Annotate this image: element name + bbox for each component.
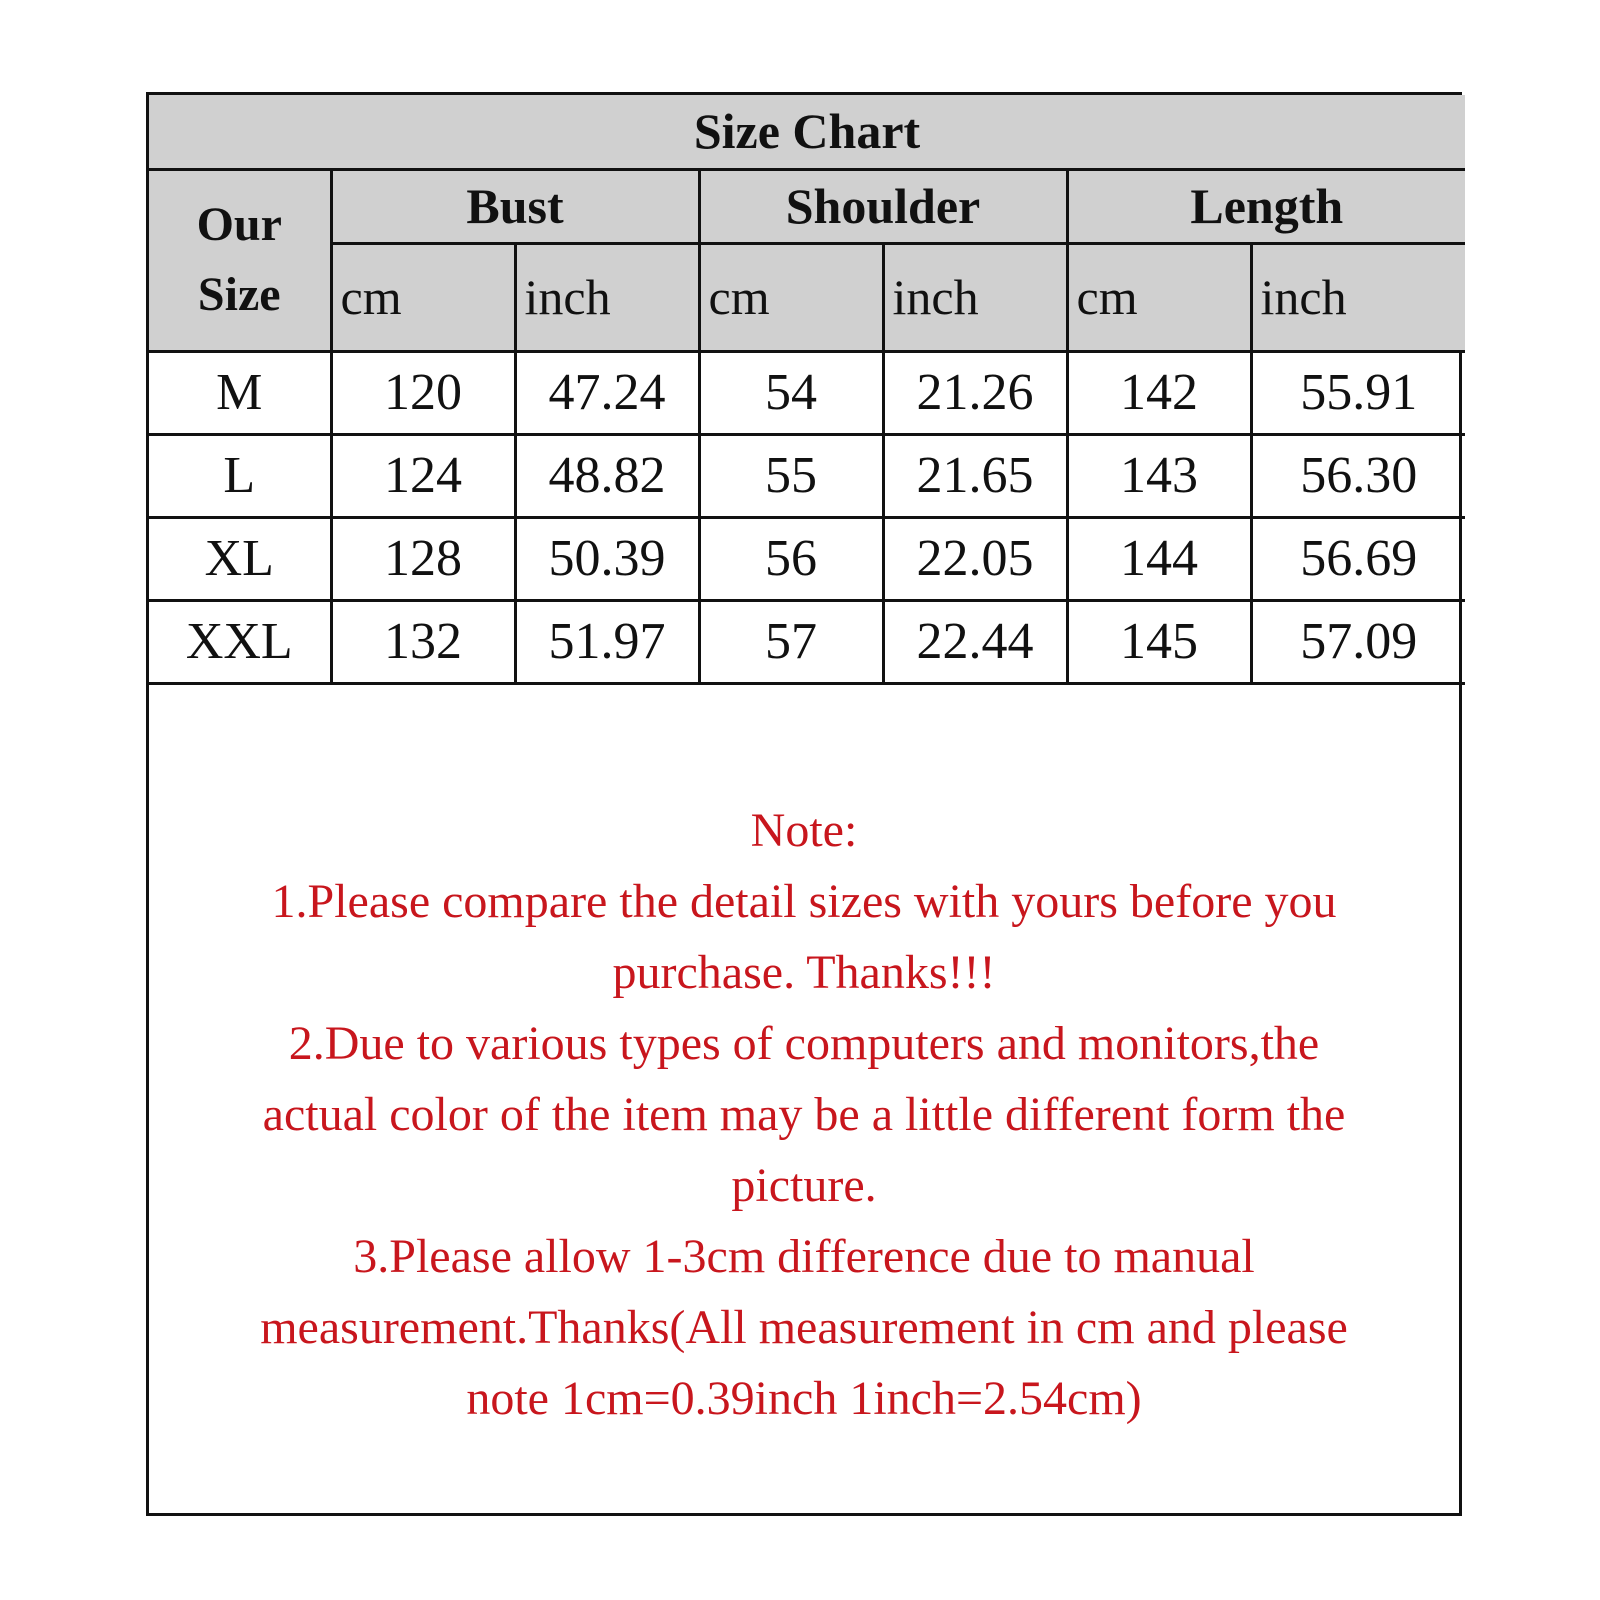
shoulder-cm-value: 56: [699, 517, 883, 600]
note-line: 3.Please allow 1-3cm difference due to manual: [353, 1230, 1255, 1283]
unit-length-cm: cm: [1067, 243, 1251, 351]
our-size-header: [149, 169, 331, 351]
bust-header: Bust: [331, 169, 699, 243]
table-row: [149, 434, 1465, 517]
size-chart-table: [149, 95, 1465, 685]
shoulder-inch-value: 22.44: [883, 600, 1067, 683]
unit-bust-inch: inch: [515, 243, 699, 351]
size-chart-sheet: [146, 92, 1462, 1516]
size-label: L: [149, 434, 331, 517]
table-row: [149, 351, 1465, 434]
bust-inch-value: 47.24: [515, 351, 699, 434]
size-chart-title: Size Chart: [149, 95, 1465, 169]
note-line: measurement.Thanks(All measurement in cm and please: [260, 1301, 1348, 1354]
unit-header-row: [149, 243, 1465, 351]
shoulder-cm-value: 57: [699, 600, 883, 683]
note-line: note 1cm=0.39inch 1inch=2.54cm): [466, 1372, 1142, 1425]
length-inch-value: 56.69: [1251, 517, 1465, 600]
note-line: purchase. Thanks!!!: [612, 946, 996, 999]
our-size-label-line2: Size: [197, 268, 281, 321]
bust-cm-value: 120: [331, 351, 515, 434]
group-header-row: [149, 169, 1465, 243]
shoulder-inch-value: 21.26: [883, 351, 1067, 434]
unit-shoulder-cm: cm: [699, 243, 883, 351]
unit-shoulder-inch: inch: [883, 243, 1067, 351]
shoulder-inch-value: 21.65: [883, 434, 1067, 517]
size-label: XL: [149, 517, 331, 600]
size-label: XXL: [149, 600, 331, 683]
table-row: [149, 600, 1465, 683]
table-row: [149, 517, 1465, 600]
note-line: actual color of the item may be a little different form the: [262, 1088, 1346, 1141]
bust-inch-value: 48.82: [515, 434, 699, 517]
note-line: 2.Due to various types of computers and monitors,the: [288, 1017, 1320, 1070]
unit-bust-cm: cm: [331, 243, 515, 351]
bust-cm-value: 128: [331, 517, 515, 600]
bust-inch-value: 51.97: [515, 600, 699, 683]
shoulder-cm-value: 55: [699, 434, 883, 517]
note-section: [149, 795, 1459, 1434]
length-cm-value: 142: [1067, 351, 1251, 434]
bust-cm-value: 132: [331, 600, 515, 683]
length-cm-value: 143: [1067, 434, 1251, 517]
size-label: M: [149, 351, 331, 434]
length-header: Length: [1067, 169, 1465, 243]
shoulder-inch-value: 22.05: [883, 517, 1067, 600]
bust-inch-value: 50.39: [515, 517, 699, 600]
length-inch-value: 55.91: [1251, 351, 1465, 434]
note-line: picture.: [731, 1159, 877, 1212]
bust-cm-value: 124: [331, 434, 515, 517]
shoulder-cm-value: 54: [699, 351, 883, 434]
length-cm-value: 145: [1067, 600, 1251, 683]
note-heading: Note:: [750, 804, 858, 857]
title-row: [149, 95, 1465, 169]
note-line: 1.Please compare the detail sizes with yours before you: [271, 875, 1337, 928]
length-inch-value: 56.30: [1251, 434, 1465, 517]
length-cm-value: 144: [1067, 517, 1251, 600]
our-size-label-line1: Our: [196, 198, 282, 251]
shoulder-header: Shoulder: [699, 169, 1067, 243]
length-inch-value: 57.09: [1251, 600, 1465, 683]
unit-length-inch: inch: [1251, 243, 1465, 351]
